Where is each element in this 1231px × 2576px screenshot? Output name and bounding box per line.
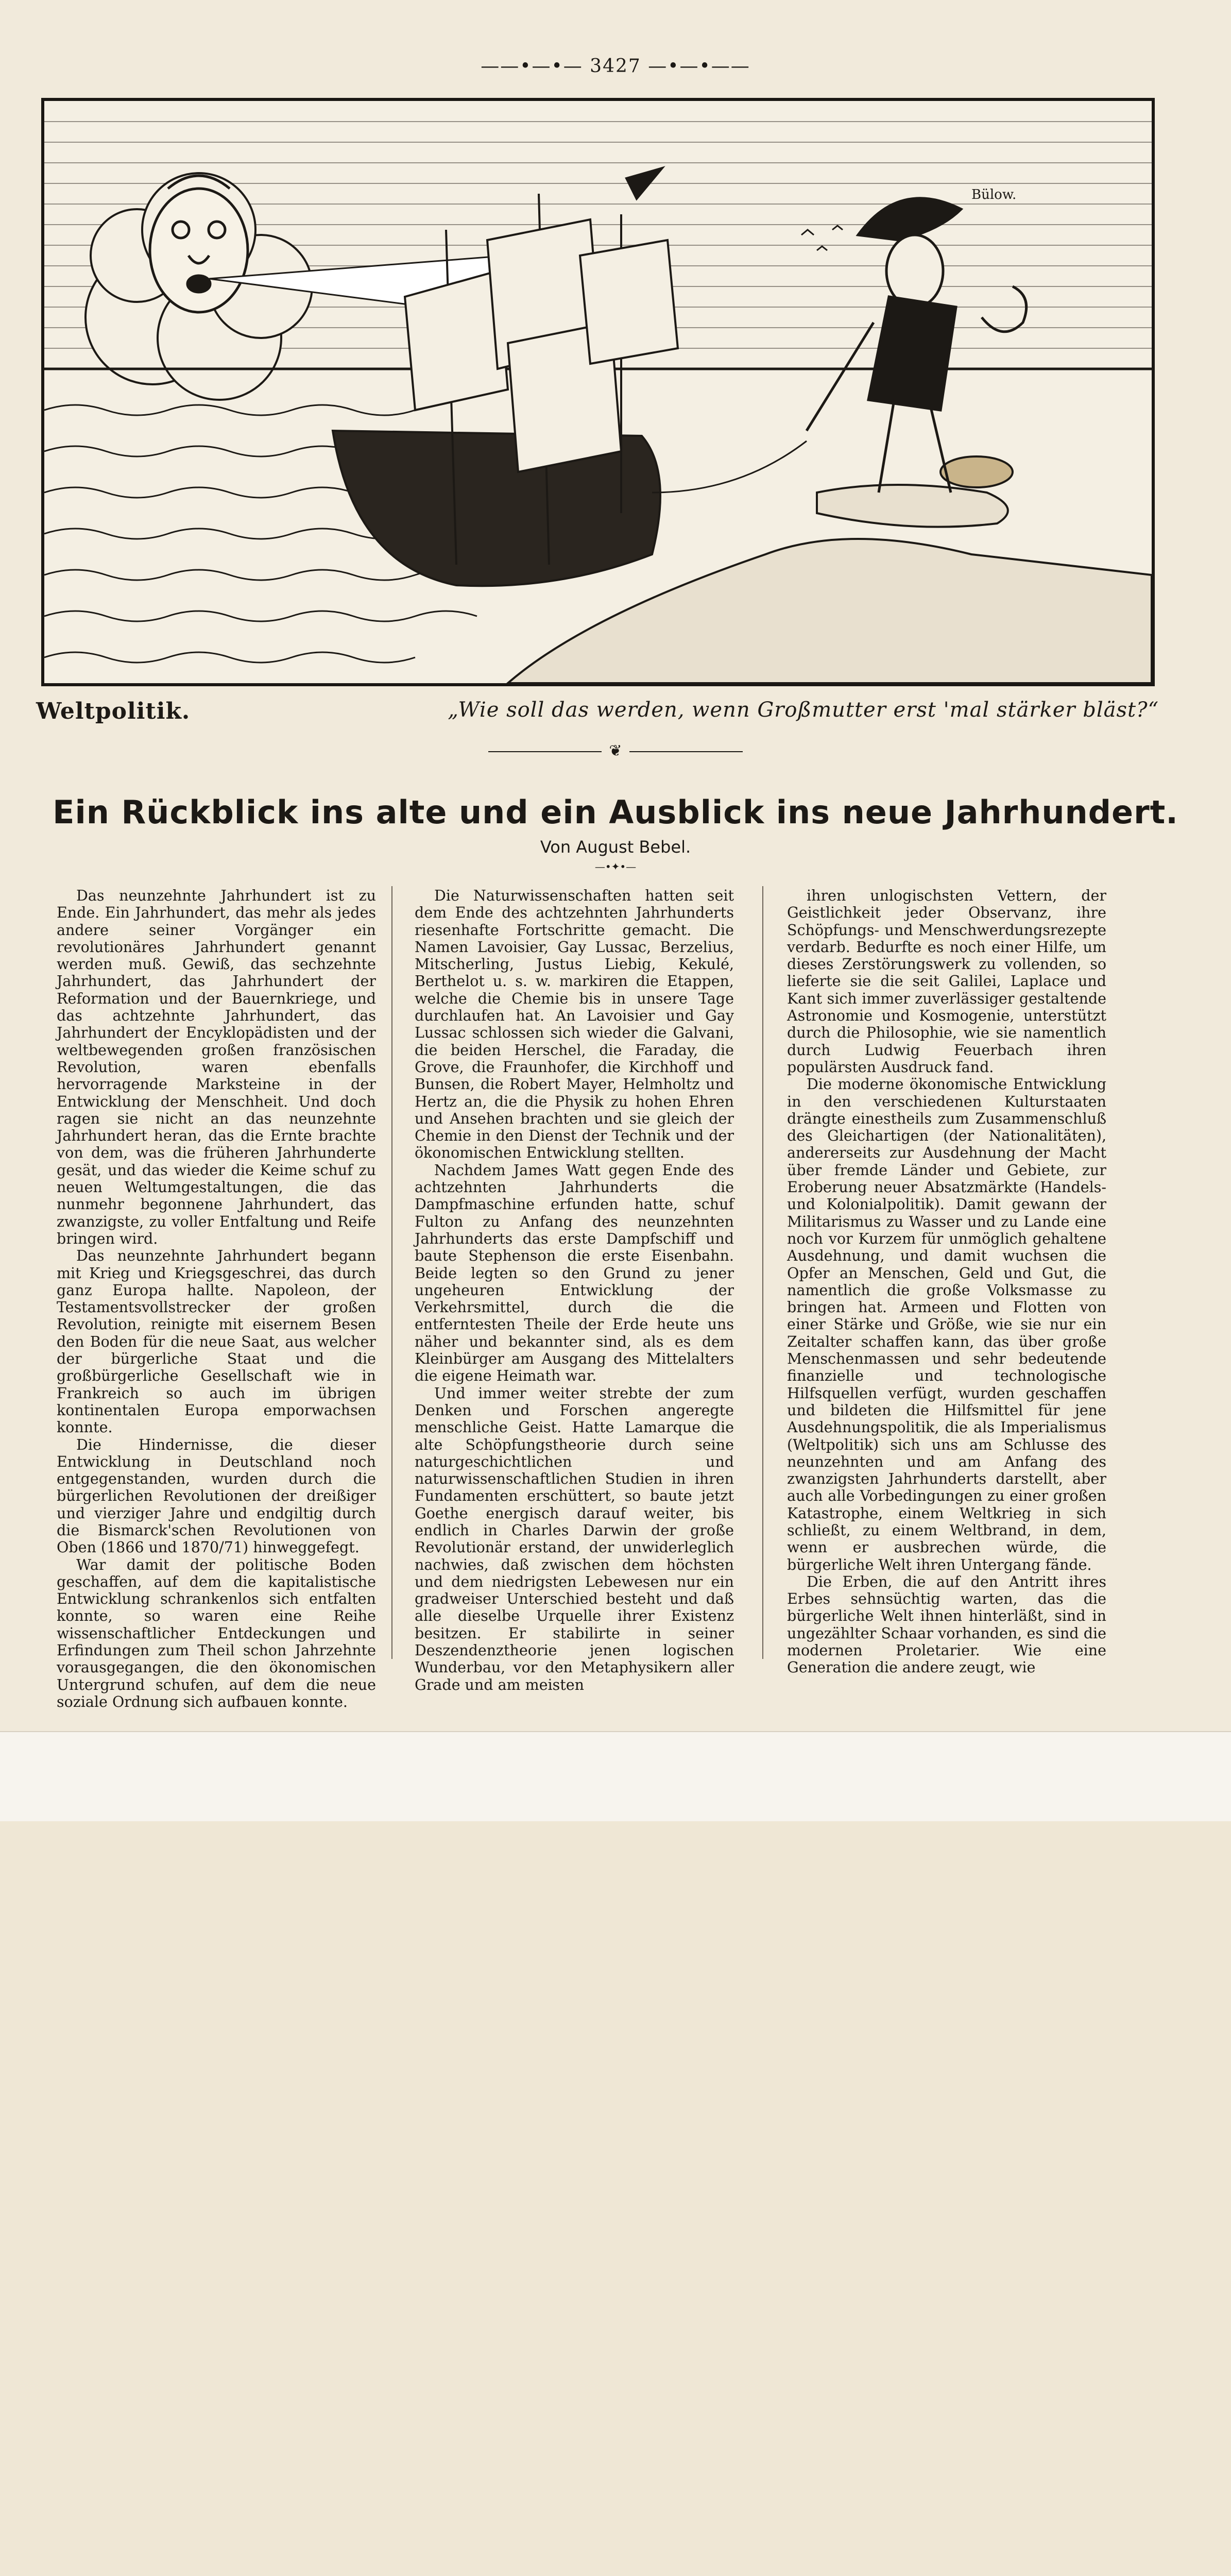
cartoon-illustration: [41, 98, 1155, 686]
buelow-figure: [807, 198, 1027, 493]
paragraph: Die Hindernisse, die dieser Entwicklung in Deutschland noch entgegenstanden, wurden durch die bürgerlichen Revolutionen der dreißiger und vierziger Jahre und endgiltig durch die Bismarck'schen Revolutionen von Oben (1866 und 1870/71) hinweggefegt.: [57, 1436, 376, 1556]
section-divider: [0, 742, 1231, 760]
paragraph: Das neunzehnte Jahrhundert ist zu Ende. Ein Jahrhundert, das mehr als jedes andere seiner Vorgänger ein revolutionäres Jahrhundert genannt werden muß. Gewiß, das sechzehnte Jahrhundert, das Jahrhundert der Reformation und der Bauernkriege, und das achtzehnte Jahrhundert, das Jahrhundert der Encyklopädisten und der weltbewegenden großen französischen Revolution, waren ebenfalls hervorragende Marksteine in der Entwicklung der Menschheit. Und doch ragen sie nicht an das neunzehnte Jahrhundert heran, das die Ernte brachte von dem, was die früheren Jahrhunderte gesät, und das wieder die Keime schuf zu neuen Weltumgestaltungen, die das nunmehr begonnene Jahrhundert, das zwanzigste, zu voller Entfaltung und Reife bringen wird.: [57, 887, 376, 1247]
paragraph: Nachdem James Watt gegen Ende des achtzehnten Jahrhunderts die Dampfmaschine erfunden hatte, schuf Fulton zu Anfang des neunzehnten Jahrhunderts das erste Dampfschiff und baute Stephenson die erste Eisenbahn. Beide legten so den Grund zu jener ungeheuren Entwicklung der Verkehrsmittel, durch die die entferntesten Theile der Erde heute uns näher und bekannter sind, als es dem Kleinbürger am Ausgang des Mittelalters die eigene Heimath war.: [415, 1161, 734, 1385]
column-rule: [391, 886, 392, 1659]
cartoon-signature: Bülow.: [971, 187, 1017, 202]
paragraph: War damit der politische Boden geschaffen, auf dem die kapitalistische Entwicklung schrankenlos sich entfalten konnte, so waren eine Reihe wissenschaftlicher Entdeckungen und Erfindungen zum Theil schon Jahrzehnte vorausgegangen, die den ökonomischen Untergrund schufen, auf dem die neue soziale Ordnung sich aufbauen konnte.: [57, 1556, 376, 1710]
article-title: Ein Rückblick ins alte und ein Ausblick ins neue Jahrhundert.: [53, 793, 1178, 831]
paragraph: Die moderne ökonomische Entwicklung in den verschiedenen Kulturstaaten drängte einestheils zum Zusammenschluß des Gleichartigen (der Nationalitäten), andererseits zur Ausdehnung der Macht über fremde Länder und Gebiete, zur Eroberung neuer Absatzmärkte (Handels- und Kolonialpolitik). Damit gewann der Militarismus zu Wasser und zu Lande eine noch vor Kurzem für unmöglich gehaltene Ausdehnung, und damit wuchsen die Opfer an Menschen, Geld und Gut, die namentlich die große Volksmasse zu bringen hat. Armeen und Flotten von einer Stärke und Größe, wie sie nur ein Zeitalter schaffen kann, das über große Menschenmassen und sehr bedeutende finanzielle und technologische Hilfsquellen verfügt, wurden geschaffen und bildeten die Hilfsmittel für jene Ausdehnungspolitik, die als Imperialismus (Weltpolitik) sich uns am Schlusse des neunzehnten und am Anfang des zwanzigsten Jahrhunderts darstellt, aber auch alle Vorbedingungen zu einer großen Katastrophe, einem Weltkrieg in sich schließt, zu einem Weltbrand, in dem, wenn er ausbrechen würde, die bürgerliche Welt ihren Untergang fände.: [787, 1076, 1106, 1573]
text-column-3: [787, 887, 1106, 1676]
text-column-2: [415, 887, 734, 1693]
text-column-1: [57, 887, 376, 1710]
article-author: Von August Bebel.: [540, 837, 691, 857]
byline-ornament: —•✦•—: [594, 860, 637, 873]
tow-rope: [652, 441, 807, 493]
digitization-footer: [0, 1731, 1231, 1821]
cartoon-drawing: [44, 101, 1152, 683]
paragraph: Die Erben, die auf den Antritt ihres Erbes sehnsüchtig warten, das die bürgerliche Welt ihnen hinterläßt, sind in ungezählter Schaar vorhanden, es sind die modernen Proletarier. Wie eine Generation die andere zeugt, wie: [787, 1573, 1106, 1676]
rope-coil: [941, 456, 1013, 487]
paragraph: Und immer weiter strebte der zum Denken und Forschen angeregte menschliche Geist. Hatte Lamarque die alte Schöpfungstheorie durch seine naturgeschichtlichen und naturwissenschaftlichen Studien in ihren Fundamenten erschüttert, so baute jetzt Goethe energisch darauf weiter, bis endlich in Charles Darwin der große Revolutionär erstand, der unwiderleglich nachwies, daß zwischen dem höchsten und dem niedrigsten Lebewesen nur ein gradweiser Unterschied besteht und daß alle dieselbe Urquelle ihrer Existenz besitzen. Er stabilirte in seiner Deszendenztheorie jenen logischen Wunderbau, vor den Metaphysikern aller Grade und am meisten: [415, 1384, 734, 1693]
page-number: ——•—•— 3427 —•—•——: [481, 56, 750, 77]
paragraph: Das neunzehnte Jahrhundert begann mit Krieg und Kriegsgeschrei, das durch ganz Europa hallte. Napoleon, der Testamentsvollstrecker der großen Revolution, reinigte mit eisernem Besen den Boden für die neue Saat, aus welcher der bürgerliche Staat und die großbürgerliche Gesellschaft wie in Frankreich so auch im übrigen kontinentalen Europa emporwachsen konnte.: [57, 1247, 376, 1436]
cartoon-caption-title: Weltpolitik.: [36, 698, 191, 724]
column-rule: [762, 886, 763, 1659]
paragraph: Die Naturwissenschaften hatten seit dem Ende des achtzehnten Jahrhunderts riesenhafte Fortschritte gemacht. Die Namen Lavoisier, Gay Lussac, Berzelius, Mitscherling, Justus Liebig, Kekulé, Berthelot u. s. w. markiren die Etappen, welche die Chemie bis in unsere Tage durchlaufen hat. An Lavoisier und Gay Lussac schlossen sich wieder die Galvani, die beiden Herschel, die Faraday, die Grove, die Fraunhofer, die Kirchhoff und Bunsen, die Robert Mayer, Helmholtz und Hertz an, die die Physik zu hohen Ehren und Ansehen brachten und sie gleich der Chemie in den Dienst der Technik und der ökonomischen Entwicklung stellten.: [415, 887, 734, 1162]
cartoon-caption-quote: „Wie soll das werden, wenn Großmutter erst 'mal stärker bläst?“: [448, 698, 1159, 722]
paragraph: ihren unlogischsten Vettern, der Geistlichkeit jeder Observanz, ihre Schöpfungs- und Menschwerdungsrezepte verdarb. Bedurfte es noch einer Hilfe, um dieses Zerstörungswerk zu vollenden, so lieferte sie die seit Galilei, Laplace und Kant sich immer zuverlässiger gestaltende Astronomie und Kosmogenie, unterstützt durch die Philosophie, wie sie namentlich durch Ludwig Feuerbach ihren populärsten Ausdruck fand.: [787, 887, 1106, 1076]
sailing-ship: [333, 168, 678, 586]
divider-ornament: ❦: [609, 742, 622, 760]
